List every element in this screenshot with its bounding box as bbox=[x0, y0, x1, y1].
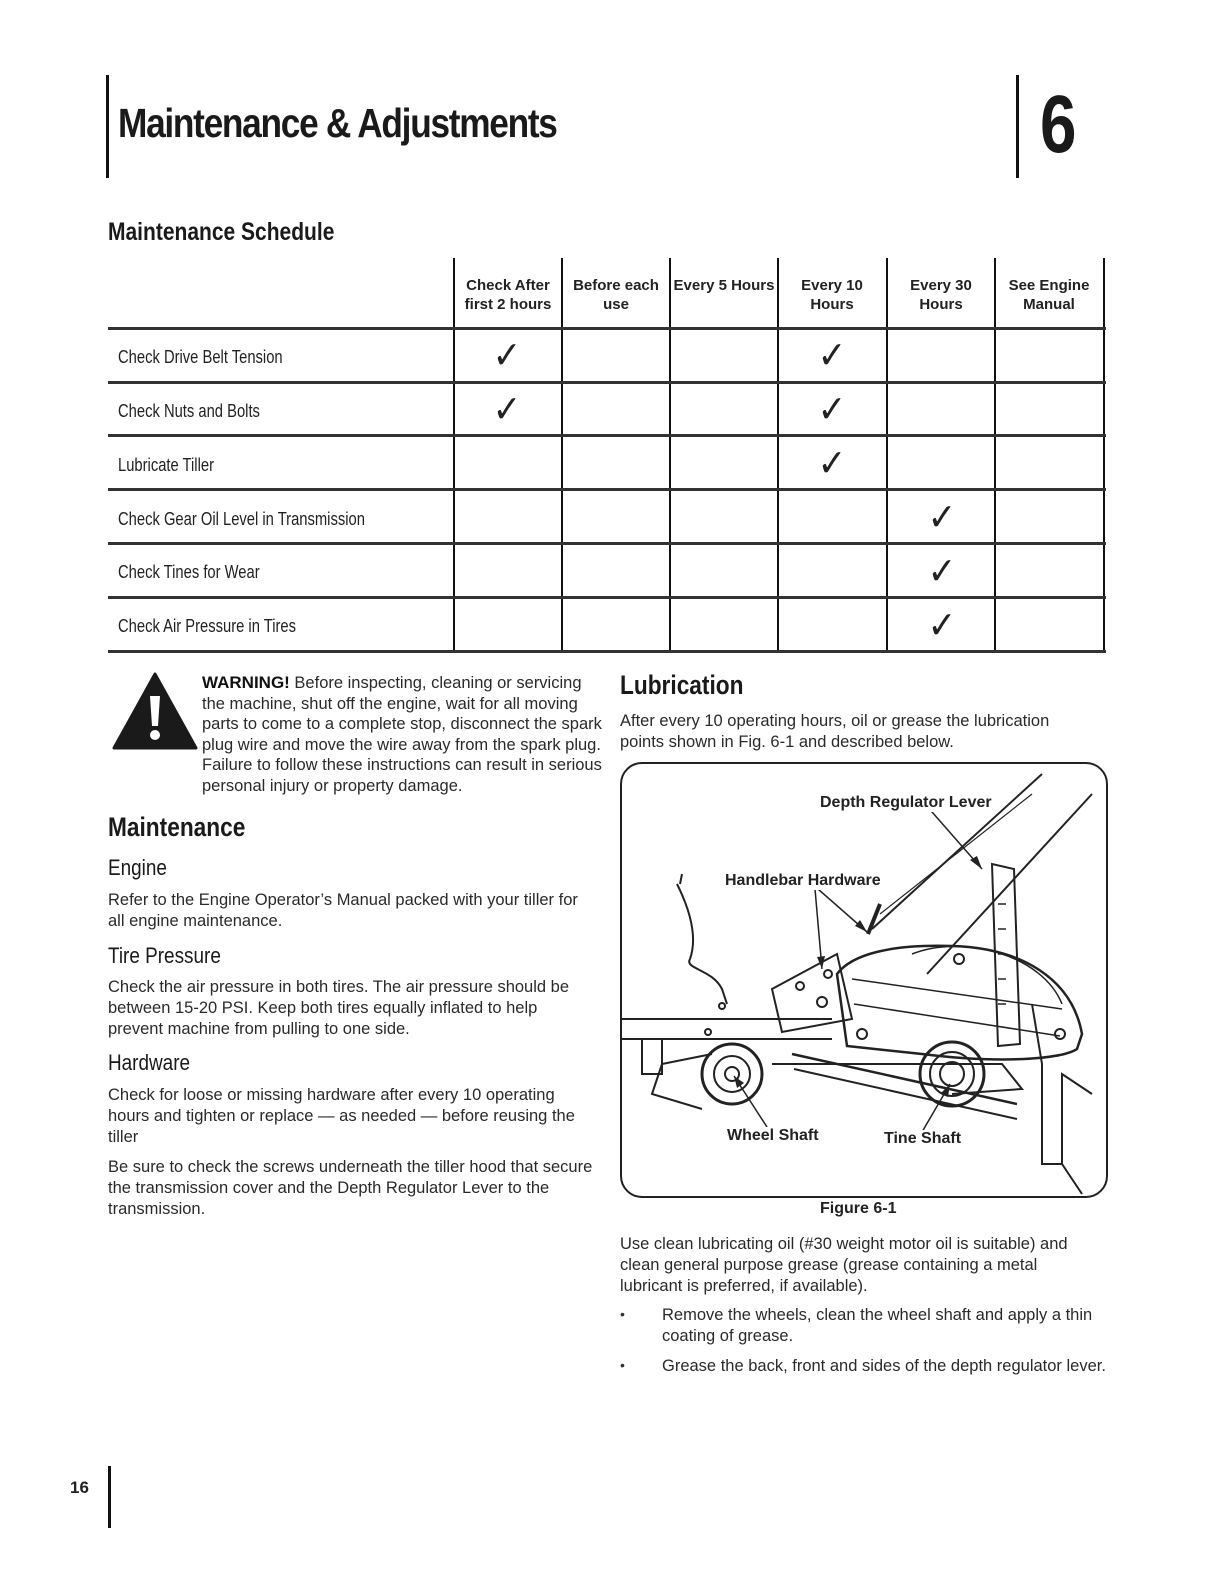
column-header: Check After first 2 hours bbox=[464, 277, 552, 313]
table-divider bbox=[669, 258, 671, 652]
page-number: 16 bbox=[70, 1478, 89, 1497]
hardware-text: Check for loose or missing hardware after every 10 operating hours and tighten or replace — as needed — before reusing the tiller bbox=[108, 1086, 575, 1146]
tire-pressure-text: Check the air pressure in both tires. The air pressure should be between 15-20 PSI. Keep both tires equally inflated to help prevent machine from pulling to one side. bbox=[108, 978, 570, 1038]
table-rule bbox=[108, 542, 1106, 545]
maintenance-heading: Maintenance bbox=[108, 812, 246, 842]
hardware-heading: Hardware bbox=[108, 1050, 191, 1075]
bullet-item: Remove the wheels, clean the wheel shaft and apply a thin coating of grease. bbox=[662, 1306, 1093, 1345]
schedule-row-label: Check Drive Belt Tension bbox=[118, 347, 283, 367]
label-handlebar-hardware: Handlebar Hardware bbox=[725, 872, 881, 889]
schedule-row-label: Check Tines for Wear bbox=[118, 562, 260, 582]
lubrication-heading: Lubrication bbox=[620, 670, 744, 700]
schedule-row-label: Check Air Pressure in Tires bbox=[118, 616, 297, 636]
engine-heading: Engine bbox=[108, 855, 167, 880]
table-rule bbox=[108, 488, 1106, 491]
tiller-diagram bbox=[622, 764, 1106, 1196]
warning-label: WARNING! bbox=[202, 673, 290, 692]
check-icon: ✓ bbox=[817, 387, 847, 431]
bullet-icon: • bbox=[620, 1357, 625, 1373]
footer-rule bbox=[108, 1466, 111, 1528]
table-rule bbox=[108, 381, 1106, 384]
table-divider bbox=[994, 258, 996, 652]
oil-text: Use clean lubricating oil (#30 weight motor oil is suitable) and clean general purpose grease (grease containing a metal lubricant is preferred, if available). bbox=[620, 1235, 1068, 1295]
engine-text: Refer to the Engine Operator’s Manual packed with your tiller for all engine maintenance. bbox=[108, 891, 578, 930]
tire-pressure-heading: Tire Pressure bbox=[108, 943, 221, 968]
label-depth-regulator-lever: Depth Regulator Lever bbox=[820, 794, 992, 811]
label-tine-shaft: Tine Shaft bbox=[884, 1130, 962, 1147]
table-divider bbox=[777, 258, 779, 652]
warning-block bbox=[202, 673, 602, 796]
chapter-title: Maintenance & Adjustments bbox=[118, 100, 557, 146]
check-icon: ✓ bbox=[492, 387, 522, 431]
column-header: Every 30 Hours bbox=[910, 277, 972, 313]
figure-caption: Figure 6-1 bbox=[820, 1200, 897, 1217]
bullet-item: Grease the back, front and sides of the depth regulator lever. bbox=[662, 1357, 1106, 1375]
column-header: See Engine Manual bbox=[1008, 277, 1090, 313]
schedule-row-label: Check Nuts and Bolts bbox=[118, 401, 260, 421]
hardware-text-2: Be sure to check the screws underneath the tiller hood that secure the transmission cover and the Depth Regulator Lever to the transmission. bbox=[108, 1158, 593, 1218]
check-icon: ✓ bbox=[817, 441, 847, 485]
table-rule bbox=[108, 596, 1106, 599]
table-divider bbox=[886, 258, 888, 652]
schedule-row-label: Lubricate Tiller bbox=[118, 455, 214, 475]
check-icon: ✓ bbox=[817, 333, 847, 377]
column-header: Every 5 Hours bbox=[673, 277, 775, 294]
chapter-number: 6 bbox=[1040, 79, 1077, 170]
check-icon: ✓ bbox=[492, 333, 522, 377]
header-left-rule bbox=[106, 75, 109, 178]
warning-text: Before inspecting, cleaning or servicing the machine, shut off the engine, wait for all moving parts to come to a complete stop, disconnect the spark plug wire and move the wire away from the spark plug. Failure to follow these instructions can result in serious personal injury or property damage. bbox=[202, 674, 602, 795]
column-header: Before each use bbox=[573, 277, 659, 313]
table-divider bbox=[561, 258, 563, 652]
column-header: Every 10 Hours bbox=[801, 277, 863, 313]
check-icon: ✓ bbox=[927, 603, 957, 647]
schedule-row-label: Check Gear Oil Level in Transmission bbox=[118, 509, 365, 529]
figure-6-1 bbox=[620, 762, 1108, 1198]
label-wheel-shaft: Wheel Shaft bbox=[727, 1127, 819, 1144]
maintenance-schedule-table bbox=[108, 258, 1106, 654]
table-rule bbox=[108, 434, 1106, 437]
lubrication-intro: After every 10 operating hours, oil or grease the lubrication points shown in Fig. 6-1 and described below. bbox=[620, 712, 1050, 751]
check-icon: ✓ bbox=[927, 549, 957, 593]
bullet-icon: • bbox=[620, 1306, 625, 1322]
table-rule bbox=[108, 327, 1106, 330]
warning-triangle-icon bbox=[112, 672, 198, 750]
check-icon: ✓ bbox=[927, 495, 957, 539]
schedule-heading: Maintenance Schedule bbox=[108, 218, 335, 246]
table-rule bbox=[108, 650, 1106, 653]
table-divider bbox=[1103, 258, 1105, 652]
header-right-rule bbox=[1016, 75, 1019, 178]
table-divider bbox=[453, 258, 455, 652]
